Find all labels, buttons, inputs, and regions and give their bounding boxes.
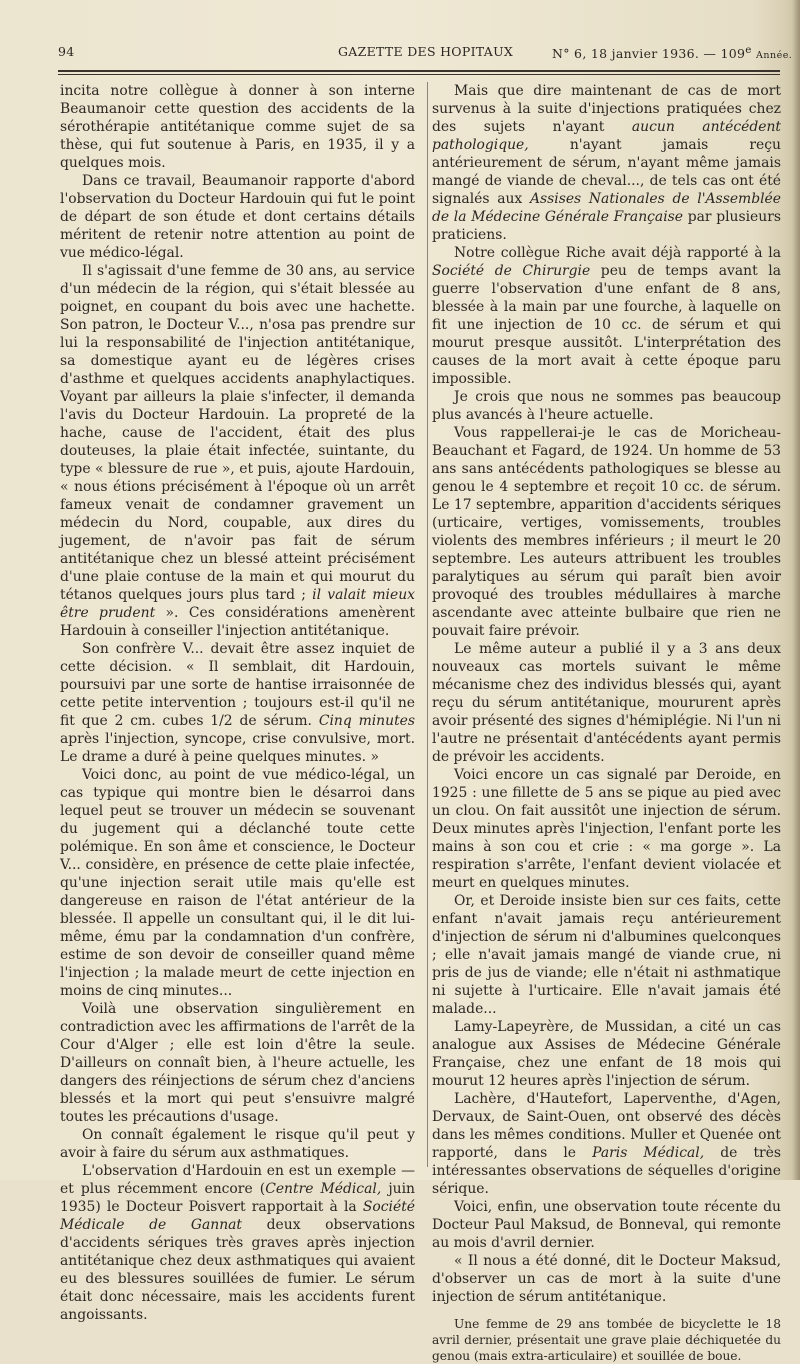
paragraph: Voici encore un cas signalé par Deroide, en 1925 : une fillette de 5 ans se pique au pied avec un clou. On fait aussitôt une injection de sérum. Deux minutes après l'injection, l'enfant porte les mains à son cou et crie : « ma gorge ». La respiration s'arrête, l'enfant devient violacée et meurt en quelques minutes. xyxy=(432,767,781,891)
ordinal-suffix: e xyxy=(745,44,752,56)
paragraph: « Il nous a été donné, dit le Docteur Maksud, d'observer un cas de mort à la suite d'une injection de sérum antitétanique. xyxy=(432,1253,781,1305)
paragraph: Voilà une observation singulièrement en contradiction avec les affirmations de l'arrêt de la Cour d'Alger ; elle est loin d'être la seule. D'ailleurs on connaît bien, à l'heure actuelle, les dangers des réinjections de sérum chez d'anciens blessés et la mort qui peut s'ensuivre malgré toutes les précautions d'usage. xyxy=(60,1001,415,1125)
paragraph: Mais que dire maintenant de cas de mort survenus à la suite d'injections pratiquées chez des sujets n'ayant aucun antécédent pathologique, n'ayant jamais reçu antérieurement de sérum, n'ayant même jamais mangé de viande de cheval..., de tels cas ont été signalés aux Assises Nationales de l'Assemblée de la Médecine Générale Française par plusieurs praticiens. xyxy=(432,83,781,243)
right-column xyxy=(432,82,781,1364)
paragraph: L'observation d'Hardouin en est un exemple — et plus récemment encore (Centre Médical, juin 1935) le Docteur Poisvert rapportait à la Société Médicale de Gannat deux observations d'accidents sériques très graves après injection antitétanique chez deux asthmatiques qui avaient eu des blessures souillées de fumier. Le sérum était donc nécessaire, mais les accidents furent angoissants. xyxy=(60,1163,415,1323)
paragraph: Or, et Deroide insiste bien sur ces faits, cette enfant n'avait jamais reçu antérieurement d'injection de sérum ni d'albumines quelconques ; elle n'avait jamais mangé de viande crue, ni pris de jus de viande; elle n'était ni asthmatique ni sujette à l'urticaire. Elle n'avait jamais été malade... xyxy=(432,893,781,1017)
italic-text: Société de Chirurgie xyxy=(432,263,591,279)
italic-text: Paris Médical, xyxy=(592,1145,705,1161)
italic-text: Centre Médical, xyxy=(265,1181,382,1197)
italic-text: Cinq minutes xyxy=(318,713,416,729)
italic-text: aucun antécédent pathologique, xyxy=(432,119,781,153)
paragraph: On connaît également le risque qu'il peut y avoir à faire du sérum aux asthmatiques. xyxy=(60,1127,415,1161)
paragraph: Je crois que nous ne sommes pas beaucoup plus avancés à l'heure actuelle. xyxy=(432,389,781,423)
paragraph: Dans ce travail, Beaumanoir rapporte d'abord l'observation du Docteur Hardouin qui fut le point de départ de son étude et dont certains détails méritent de retenir notre attention au point de vue médico-légal. xyxy=(60,173,415,261)
italic-text: Assises Nationales de l'Assemblée de la Médecine Générale Française xyxy=(432,191,781,225)
paragraph: Lamy-Lapeyrère, de Mussidan, a cité un cas analogue aux Assises de Médecine Générale Française, chez une enfant de 18 mois qui mourut 12 heures après l'injection de sérum. xyxy=(432,1019,781,1089)
page-edge-shadow xyxy=(792,0,800,1180)
column-divider xyxy=(427,82,428,1167)
header-rule-thin xyxy=(58,74,780,75)
issue-info: N° 6, 18 janvier 1936. — 109e Année. xyxy=(552,44,793,62)
header-rule-thick xyxy=(58,70,780,72)
paragraph: incita notre collègue à donner à son interne Beaumanoir cette question des accidents de la sérothérapie antitétanique comme sujet de sa thèse, qui fut soutenue à Paris, en 1935, il y a quelques mois. xyxy=(60,83,415,171)
italic-text: Société Médicale de Gannat xyxy=(60,1199,415,1233)
paragraph: Notre collègue Riche avait déjà rapporté à la Société de Chirurgie peu de temps avant la guerre l'observation d'une enfant de 8 ans, blessée à la main par une fourche, à laquelle on fit une injection de 10 cc. de sérum et qui mourut presque aussitôt. L'interprétation des causes de la mort avait à cette époque paru impossible. xyxy=(432,245,781,387)
paragraph: Voici, enfin, une observation toute récente du Docteur Paul Maksud, de Bonneval, qui remonte au mois d'avril dernier. xyxy=(432,1199,781,1251)
paragraph: Le même auteur a publié il y a 3 ans deux nouveaux cas mortels suivant le même mécanisme chez des individus blessés qui, ayant reçu du sérum antitétanique, moururent après avoir présenté des signes d'hémiplégie. Ni l'un ni l'autre ne présentait d'antécédents ayant permis de prévoir les accidents. xyxy=(432,641,781,765)
italic-text: il valait mieux être prudent xyxy=(60,587,415,621)
paragraph: Son confrère V... devait être assez inquiet de cette décision. « Il semblait, dit Hardouin, poursuivi par une sorte de hantise irraisonnée de cette petite intervention ; toujours est-il qu'il ne fit que 2 cm. cubes 1/2 de sérum. Cinq minutes après l'injection, syncope, crise convulsive, mort. Le drame a duré à peine quelques minutes. » xyxy=(60,641,416,765)
paragraph: Vous rappellerai-je le cas de Moricheau-Beauchant et Fagard, de 1924. Un homme de 53 ans sans antécédents pathologiques se blesse au genou le 4 septembre et reçoit 10 cc. de sérum. Le 17 septembre, apparition d'accidents sériques (urticaire, vertiges, vomissements, troubles violents des membres inférieurs ; il meurt le 20 septembre. Les auteurs attribuent les troubles paralytiques au sérum qui paraît bien avoir provoqué des troubles médullaires à marche ascendante avec atteinte bulbaire que rien ne pouvait faire prévoir. xyxy=(432,425,781,639)
paragraph: Lachère, d'Hautefort, Laperventhe, d'Agen, Dervaux, de Saint-Ouen, ont observé des décès dans les mêmes conditions. Muller et Quenée ont rapporté, dans le Paris Médical, de très intéressantes observations de séquelles d'origine sérique. xyxy=(432,1091,782,1197)
page-number: 94 xyxy=(58,44,75,59)
case-report-paragraph: Une femme de 29 ans tombée de bicyclette le 18 avril dernier, présentait une grave plaie déchiquetée du genou (mais extra-articulaire) et souillée de boue. xyxy=(432,1317,781,1363)
paragraph: Il s'agissait d'une femme de 30 ans, au service d'un médecin de la région, qui s'était blessée au poignet, en coupant du bois avec une hachette. Son patron, le Docteur V..., n'osa pas prendre sur lui la responsabilité de l'injection antitétanique, sa domestique ayant eu de légères crises d'asthme et quelques accidents anaphylactiques. Voyant par ailleurs la plaie s'infecter, il demanda l'avis du Docteur Hardouin. La propreté de la hache, cause de l'accident, était des plus douteuses, la plaie était infectée, suintante, du type « blessure de rue », et puis, ajoute Hardouin, « nous étions précisément à l'époque où un arrêt fameux venait de condamner gravement un médecin du Nord, coupable, aux dires du jugement, de n'avoir pas fait de sérum antitétanique chez un blessé atteint précisément d'une plaie contuse de la main et qui mourut du tétanos quelques jours plus tard ; il valait mieux être prudent ». Ces considérations amenèrent Hardouin à conseiller l'injection antitétanique. xyxy=(60,263,415,639)
left-column xyxy=(60,82,415,1324)
page-header xyxy=(58,44,793,64)
journal-title: GAZETTE DES HOPITAUX xyxy=(338,44,514,59)
paragraph: Voici donc, au point de vue médico-légal, un cas typique qui montre bien le désarroi dans lequel peut se trouver un médecin se souvenant du jugement qui a déclanché toute cette polémique. En son âme et conscience, le Docteur V... considère, en présence de cette plaie infectée, qu'une injection serait utile mais qu'elle est dangereuse en raison de l'état antérieur de la blessée. Il appelle un consultant qui, il le dit lui-même, ému par la condamnation d'un confrère, estime de son devoir de conseiller quand même l'injection ; la malade meurt de cette injection en moins de cinq minutes... xyxy=(60,767,415,999)
